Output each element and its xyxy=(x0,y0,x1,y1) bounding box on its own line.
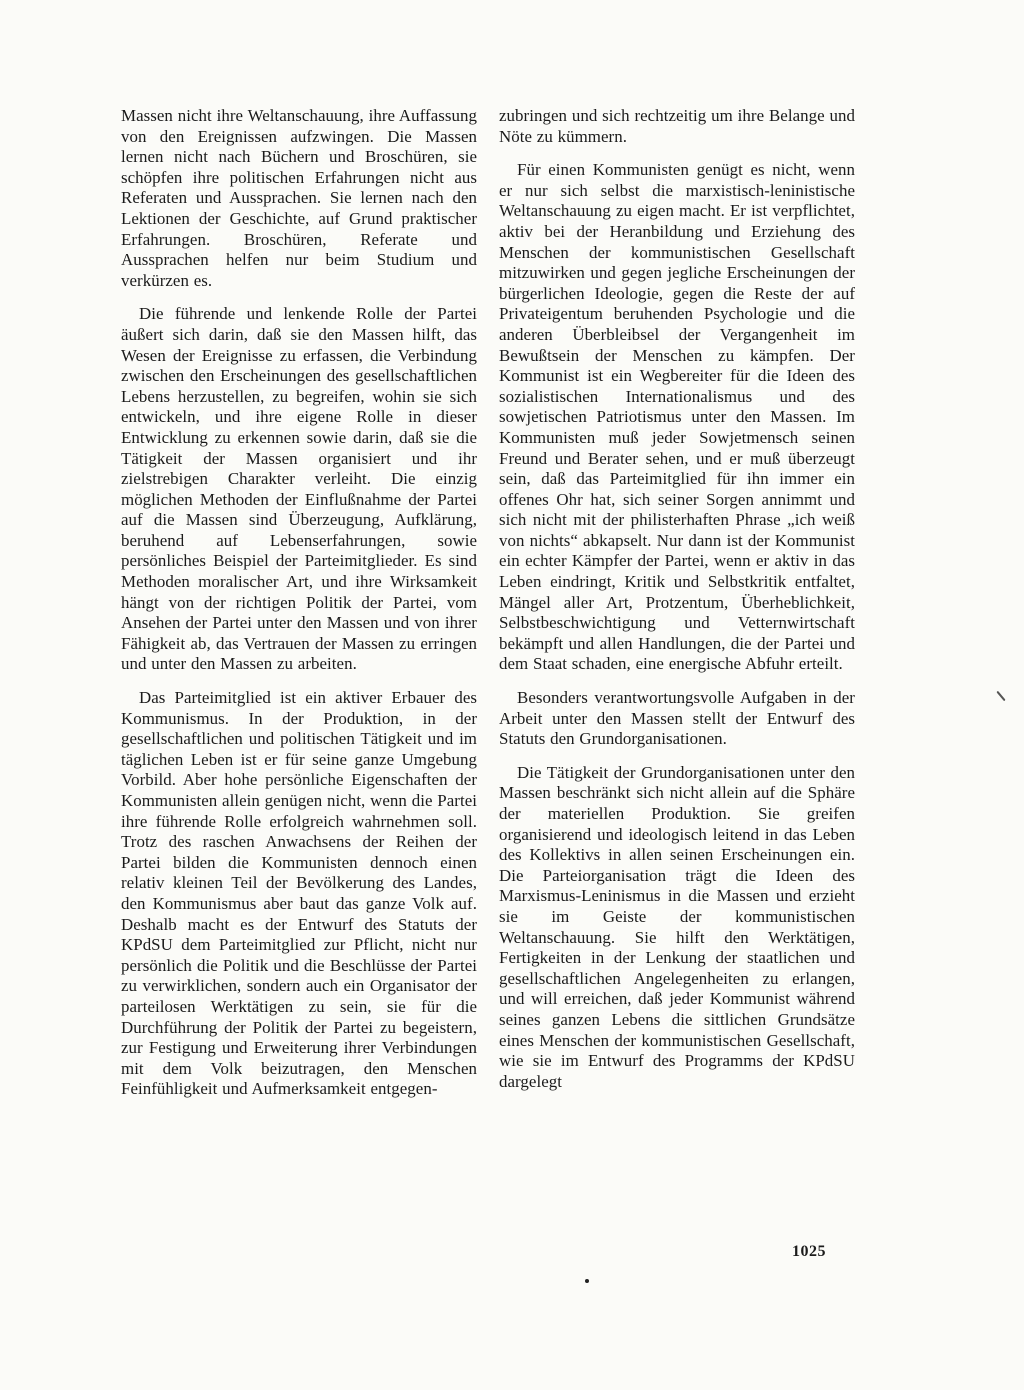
right-paragraph-3: Besonders verantwortungsvolle Aufgaben in der Arbeit unter den Massen stellt der Entwurf des Statuts den Grundorganisationen. xyxy=(499,688,855,749)
print-speck xyxy=(996,691,1005,701)
left-paragraph-3: Das Parteimitglied ist ein aktiver Erbauer des Kommunismus. In der Produktion, in der gesellschaftlichen und politischen Tätigkeit und im täglichen Leben ist er für seine ganze Umgebung Vorbild. Aber hohe persönliche Eigenschaften der Kommunisten allein genügen nicht, wenn die Partei ihre führende Rolle erfolgreich wahrnehmen soll. Trotz des raschen Anwachsens der Reihen der Partei bilden die Kommunisten dennoch einen relativ kleinen Teil der Bevölkerung des Landes, den Kommunismus aber baut das ganze Volk auf. Deshalb macht es der Entwurf des Statuts der KPdSU dem Parteimitglied zur Pflicht, nicht nur persönlich die Politik und die Beschlüsse der Partei zu verwirklichen, sondern auch ein Organisator der parteilosen Werktätigen zu sein, sie für die Durchführung der Politik der Partei zu begeistern, zur Festigung und Erweiterung ihrer Verbindungen mit dem Volk beizutragen, den Menschen Feinfühligkeit und Aufmerksamkeit entgegen- xyxy=(121,688,477,1099)
print-speck xyxy=(585,1279,589,1283)
right-paragraph-1: zubringen und sich rechtzeitig um ihre Belange und Nöte zu kümmern. xyxy=(499,106,855,146)
left-paragraph-1: Massen nicht ihre Weltanschauung, ihre Auffassung von den Ereignissen aufzwingen. Die Massen lernen nicht nach Büchern und Broschüren, sie schöpfen ihre politischen Erfahrungen nicht aus Referaten und Aussprachen. Sie lernen nach den Lektionen der Geschichte, auf Grund praktischer Erfahrungen. Broschüren, Referate und Aussprachen helfen nur beim Studium und verkürzen es. xyxy=(121,106,477,290)
right-column xyxy=(499,106,855,1105)
page-number: 1025 xyxy=(792,1243,826,1260)
left-paragraph-2: Die führende und lenkende Rolle der Partei äußert sich darin, daß sie den Massen hilft, das Wesen der Ereignisse zu erfassen, die Verbindung zwischen den Erscheinungen des gesellschaftlichen Lebens herzustellen, zu begreifen, wohin sie sich entwickeln, und ihre eigene Rolle in dieser Entwicklung zu erkennen sowie darin, daß sie die Tätigkeit der Massen organisiert und ihr zielstrebigen Charakter verleiht. Die einzig möglichen Methoden der Einflußnahme der Partei auf die Massen sind Überzeugung, Aufklärung, beruhend auf Lebenserfahrungen, sowie persönliches Beispiel der Parteimitglieder. Es sind Methoden moralischer Art, und ihre Wirksamkeit hängt von der richtigen Politik der Partei, vom Ansehen der Partei unter den Massen und von ihrer Fähigkeit ab, das Vertrauen der Massen zu erringen und unter den Massen zu arbeiten. xyxy=(121,304,477,674)
left-column xyxy=(121,106,477,1113)
right-paragraph-4: Die Tätigkeit der Grundorganisationen unter den Massen beschränkt sich nicht allein auf die Sphäre der materiellen Produktion. Sie greifen organisierend und ideologisch leitend in das Leben des Kollektivs in allen seinen Erscheinungen ein. Die Parteiorganisation trägt die Ideen des Marxismus-Leninismus in die Massen und erzieht sie im Geiste der kommunistischen Weltanschauung. Sie hilft den Werktätigen, Fertigkeiten in der Lenkung der staatlichen und gesellschaftlichen Angelegenheiten zu erlangen, und will erreichen, daß jeder Kommunist während seines ganzen Lebens die sittlichen Grundsätze eines Menschen der kommunistischen Gesellschaft, wie sie im Entwurf des Programms der KPdSU dargelegt xyxy=(499,762,855,1091)
right-paragraph-2: Für einen Kommunisten genügt es nicht, wenn er nur sich selbst die marxistisch-leninistische Weltanschauung zu eigen macht. Er ist verpflichtet, aktiv bei der Heranbildung und Erziehung des Menschen der kommunistischen Gesellschaft mitzuwirken und gegen jegliche Erscheinungen der bürgerlichen Ideologie, gegen die Reste der auf Privateigentum beruhenden Psychologie und die anderen Überbleibsel der Vergangenheit im Bewußtsein der Menschen zu kämpfen. Der Kommunist ist ein Wegbereiter für die Ideen des sozialistischen Internationalismus und des sowjetischen Patriotismus unter den Massen. Im Kommunisten muß jeder Sowjetmensch seinen Freund und Berater sehen, und er muß überzeugt sein, daß das Parteimitglied für ihn immer ein offenes Ohr hat, sich seiner Sorgen annimmt und sich nicht mit der philisterhaften Phrase „ich weiß von nichts“ abkapselt. Nur dann ist der Kommunist ein echter Kämpfer der Partei, wenn er aktiv in das Leben eindringt, Kritik und Selbstkritik entfaltet, Mängel aller Art, Protzentum, Überheblichkeit, Selbstbeschwichtigung und Vetternwirtschaft bekämpft und allen Handlungen, die der Partei und dem Staat schaden, eine energische Abfuhr erteilt. xyxy=(499,160,855,674)
